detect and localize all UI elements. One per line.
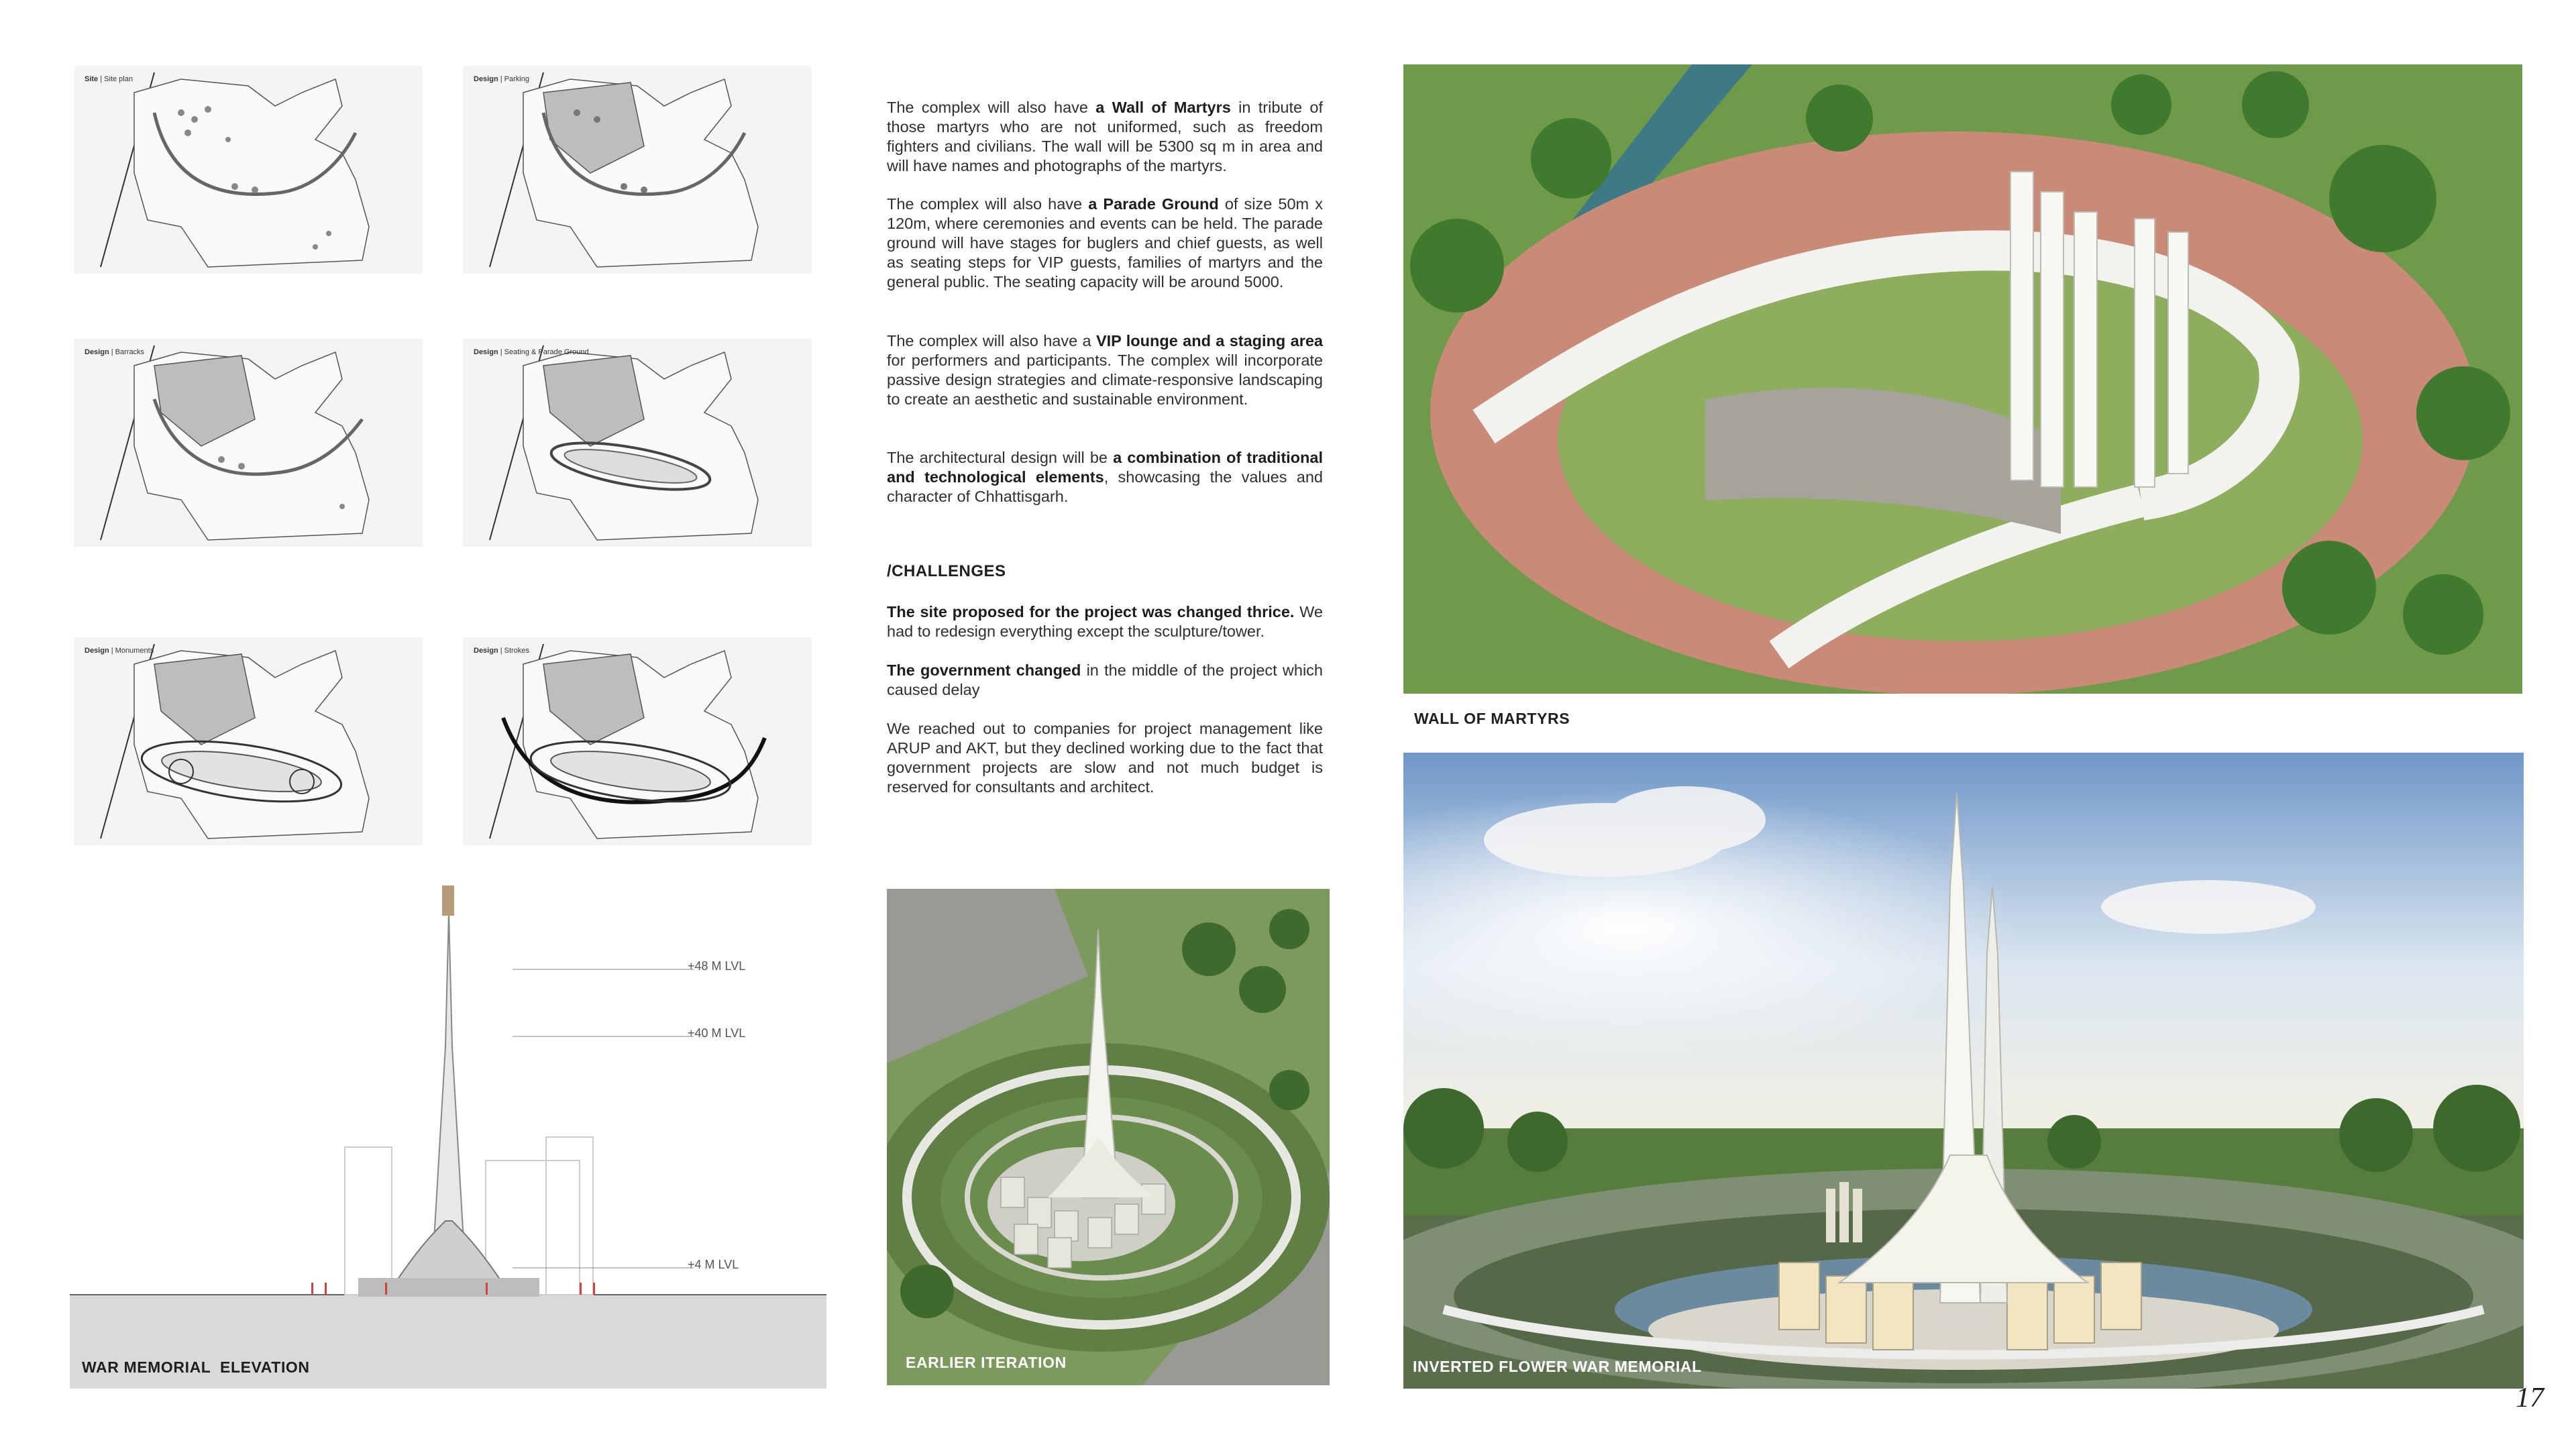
plan-title-bold: Site	[85, 75, 99, 83]
elevation-level-48: +48 M LVL	[688, 959, 746, 973]
inverted-flower-war-memorial-render	[1403, 753, 2524, 1389]
strokes-plan-diagram	[463, 637, 812, 845]
text-bold: a Parade Ground	[1088, 195, 1219, 213]
paragraph-challenge-consultants	[887, 719, 1323, 797]
text-bold: The site proposed for the project was changed thrice.	[887, 603, 1295, 621]
paragraph-wall-of-martyrs	[887, 98, 1323, 176]
site-plan-diagram	[74, 66, 423, 274]
text: in the middle of the project which caused delay	[887, 661, 1323, 698]
text-bold: VIP lounge and a staging area	[1095, 332, 1323, 350]
plan-title-bold: Design	[474, 348, 498, 356]
paragraph-challenge-government	[887, 661, 1323, 700]
inverted-flower-caption: INVERTED FLOWER WAR MEMORIAL	[1413, 1358, 1702, 1375]
barracks-plan-diagram	[74, 339, 423, 547]
plan-title-bold: Design	[474, 75, 498, 83]
paragraph-vip-lounge	[887, 331, 1323, 409]
plan-title-rest: | Strokes	[498, 647, 529, 655]
text: We reached out to companies for project management like ARUP and AKT, but they declined working due to the fact that government projects are slow and not much budget is reserved for consultants and architect.	[887, 720, 1323, 796]
wall-of-martyrs-render	[1403, 64, 2522, 694]
text: in tribute of those martyrs who are not uniformed, such as freedom fighters and civilians. The wall will be 5300 sq m in area and will have names and photographs of the martyrs.	[887, 99, 1323, 174]
paragraph-architectural-design	[887, 448, 1323, 506]
plan-title-bold: Design	[85, 348, 109, 356]
text-bold: a Wall of Martyrs	[1095, 99, 1231, 116]
elevation-level-40: +40 M LVL	[688, 1026, 746, 1040]
text: The architectural design will be	[887, 449, 1114, 466]
text: , showcasing the values and character of Chhattisgarh.	[887, 468, 1324, 505]
text-bold: The government changed	[887, 661, 1081, 679]
plan-title-bold: Design	[474, 647, 498, 655]
earlier-iteration-render	[887, 889, 1330, 1385]
challenges-heading: /CHALLENGES	[887, 562, 1006, 580]
page-number: 17	[2516, 1383, 2544, 1413]
text: The complex will also have	[887, 99, 1096, 116]
monuments-plan-diagram	[74, 637, 423, 845]
paragraph-parade-ground	[887, 195, 1323, 292]
plan-title-bold: Design	[85, 647, 109, 655]
seating-plan-diagram	[463, 339, 812, 547]
earlier-iteration-caption: EARLIER ITERATION	[906, 1354, 1067, 1371]
text: The complex will also have	[887, 195, 1089, 213]
text: We had to redesign everything except the sculpture/tower.	[887, 603, 1323, 640]
wall-of-martyrs-caption: WALL OF MARTYRS	[1414, 710, 1570, 727]
text-bold: a combination of traditional and technological elements	[887, 449, 1323, 486]
elevation-level-4: +4 M LVL	[688, 1258, 739, 1271]
parking-plan-diagram	[463, 66, 812, 274]
plan-title-rest: | Monuments	[109, 647, 154, 655]
elevation-caption: WAR MEMORIAL ELEVATION	[82, 1358, 310, 1376]
text: The complex will also have a	[887, 332, 1096, 350]
text: of size 50m x 120m, where ceremonies and events can be held. The parade ground will have stages for buglers and chief guests, as well as seating steps for VIP guests, families of martyrs and the general public. The seating capacity will be around 5000.	[887, 195, 1323, 290]
paragraph-challenge-site	[887, 602, 1323, 641]
war-memorial-elevation-drawing	[70, 872, 826, 1389]
plan-title-rest: | Parking	[498, 75, 529, 83]
text: for performers and participants. The complex will incorporate passive design strategies and climate-responsive landscaping to create an aesthetic and sustainable environment.	[887, 352, 1323, 408]
plan-title-rest: | Barracks	[109, 348, 145, 356]
plan-title-rest: | Site plan	[98, 75, 133, 83]
plan-title-rest: | Seating & Parade Ground	[498, 348, 589, 356]
